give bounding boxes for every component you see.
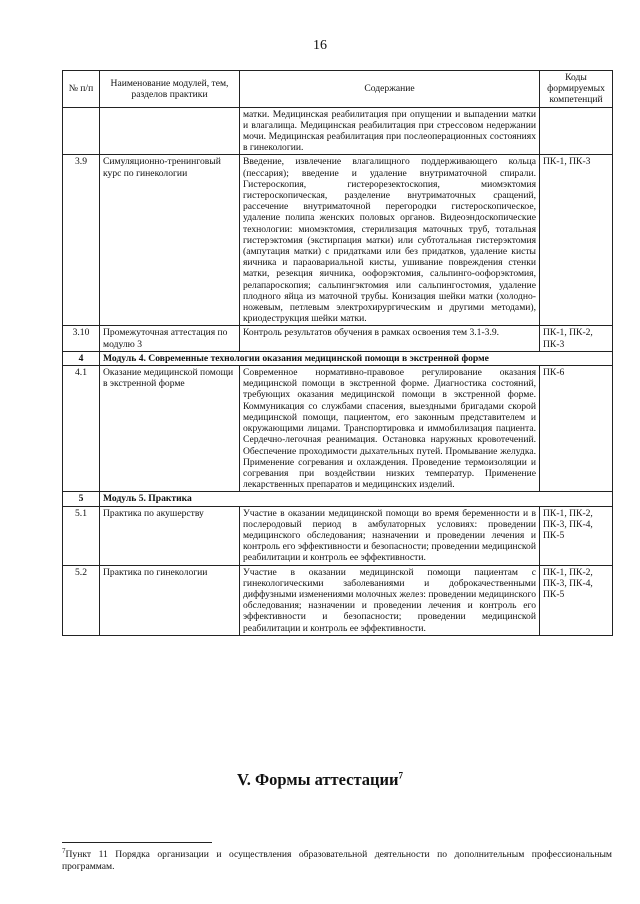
module-title: Модуль 4. Современные технологии оказания медицинской помощи в экстренной форме [100, 351, 613, 365]
module-num: 4 [63, 351, 100, 365]
row-codes: ПК-1, ПК-3 [540, 155, 613, 326]
section-title-text: V. Формы аттестации [236, 770, 399, 789]
curriculum-table [62, 70, 613, 636]
footnote-divider [62, 842, 212, 843]
row-num [63, 107, 100, 155]
table-row [63, 326, 613, 351]
header-num: № п/п [63, 71, 100, 108]
row-name: Промежуточная аттестация по модулю 3 [100, 326, 240, 351]
row-num: 5.1 [63, 506, 100, 565]
row-num: 4.1 [63, 366, 100, 492]
section-title [0, 770, 640, 790]
header-codes: Коды формируемых компетенций [540, 71, 613, 108]
footnote-text: Пункт 11 Порядка организации и осуществления образовательной деятельности по дополнительным профессиональным программам. [62, 849, 612, 872]
footnote-marker: 7 [62, 847, 66, 855]
row-content: Участие в оказании медицинской помощи во время беременности и в послеродовый период в амбулаторных условиях: проведении медицинского обследования; назначении и проведении лечения и контроль его эффективности и безопасности; проведении медицинской реабилитации и контроль ее эффективности. [240, 506, 540, 565]
table-row [63, 107, 613, 155]
module-row [63, 351, 613, 365]
table-row [63, 366, 613, 492]
row-content: Современное нормативно-правовое регулирование оказания медицинской помощи в экстренной форме. Диагностика состояний, требующих оказания медицинской помощи в экстренной форме. Коммуникация со службами спасения, выездными бригадами скорой медицинской помощи, пациентом, его законным представителем и окружающими лицами. Транспортировка и иммобилизация пациента. Сердечно-легочная реанимация. Остановка наружных кровотечений. Обеспечение проходимости дыхательных путей. Промывание желудка. Применение согревания и охлаждения. Проведение термоизоляции и согревания при воздействии низких температур. Применение лекарственных препаратов и медицинских изделий. [240, 366, 540, 492]
row-content: матки. Медицинская реабилитация при опущении и выпадении матки и влагалища. Медицинская реабилитация при стрессовом недержании мочи. Медицинская реабилитация при послеоперационных состояниях в гинекологии. [240, 107, 540, 155]
header-content: Содержание [240, 71, 540, 108]
row-name: Практика по гинекологии [100, 565, 240, 635]
row-codes: ПК-6 [540, 366, 613, 492]
module-num: 5 [63, 492, 100, 506]
row-num: 5.2 [63, 565, 100, 635]
row-codes [540, 107, 613, 155]
footnote-ref: 7 [398, 770, 404, 781]
row-codes: ПК-1, ПК-2, ПК-3, ПК-4, ПК-5 [540, 565, 613, 635]
row-content: Участие в оказании медицинской помощи пациентам с гинекологическими заболеваниями и доброкачественными диффузными изменениями молочных желез: проведении медицинского обследования; назначении и проведении лечения и контроль его эффективности и безопасности; проведении медицинской реабилитации и контроль ее эффективности. [240, 565, 540, 635]
row-name: Симуляционно-тренинговый курс по гинекологии [100, 155, 240, 326]
table-row [63, 565, 613, 635]
row-content: Контроль результатов обучения в рамках освоения тем 3.1-3.9. [240, 326, 540, 351]
footnote [62, 846, 612, 872]
header-name: Наименование модулей, тем, разделов практики [100, 71, 240, 108]
module-title: Модуль 5. Практика [100, 492, 613, 506]
row-num: 3.9 [63, 155, 100, 326]
table-header-row [63, 71, 613, 108]
table-row [63, 155, 613, 326]
row-codes: ПК-1, ПК-2, ПК-3, ПК-4, ПК-5 [540, 506, 613, 565]
row-num: 3.10 [63, 326, 100, 351]
table-row [63, 506, 613, 565]
row-codes: ПК-1, ПК-2, ПК-3 [540, 326, 613, 351]
row-name: Оказание медицинской помощи в экстренной форме [100, 366, 240, 492]
row-name [100, 107, 240, 155]
row-content: Введение, извлечение влагалищного поддерживающего кольца (пессария); введение и удаление внутриматочной спирали. Гистероскопия, гистерорезектоскопия, миомэктомия гистероскопическая, разделение внутриматочных сращений, рассечение внутриматочной перегородки гистероскопическое, удаление полипа женских половых органов. Видеоэндоскопические технологии: миомэктомия, стерилизация маточных труб, тотальная гистерэктомия (экстирпация матки) или субтотальная гистерэктомия (ампутация матки) с придатками или без придатков, удаление кисты яичника и параовариальной кисты, ушивание повреждения стенки матки, резекция яичника, оофорэктомия, сальпинго-оофорэктомия, релапароскопия; сальпингэктомия или сальпингостомия, удаление плодного яйца из маточной трубы. Конизация шейки матки (холодно-ножевым, петлевым электрохирургическим и другими методами), криодеструкция шейки матки. [240, 155, 540, 326]
module-row [63, 492, 613, 506]
page-number: 16 [313, 38, 327, 53]
row-name: Практика по акушерству [100, 506, 240, 565]
